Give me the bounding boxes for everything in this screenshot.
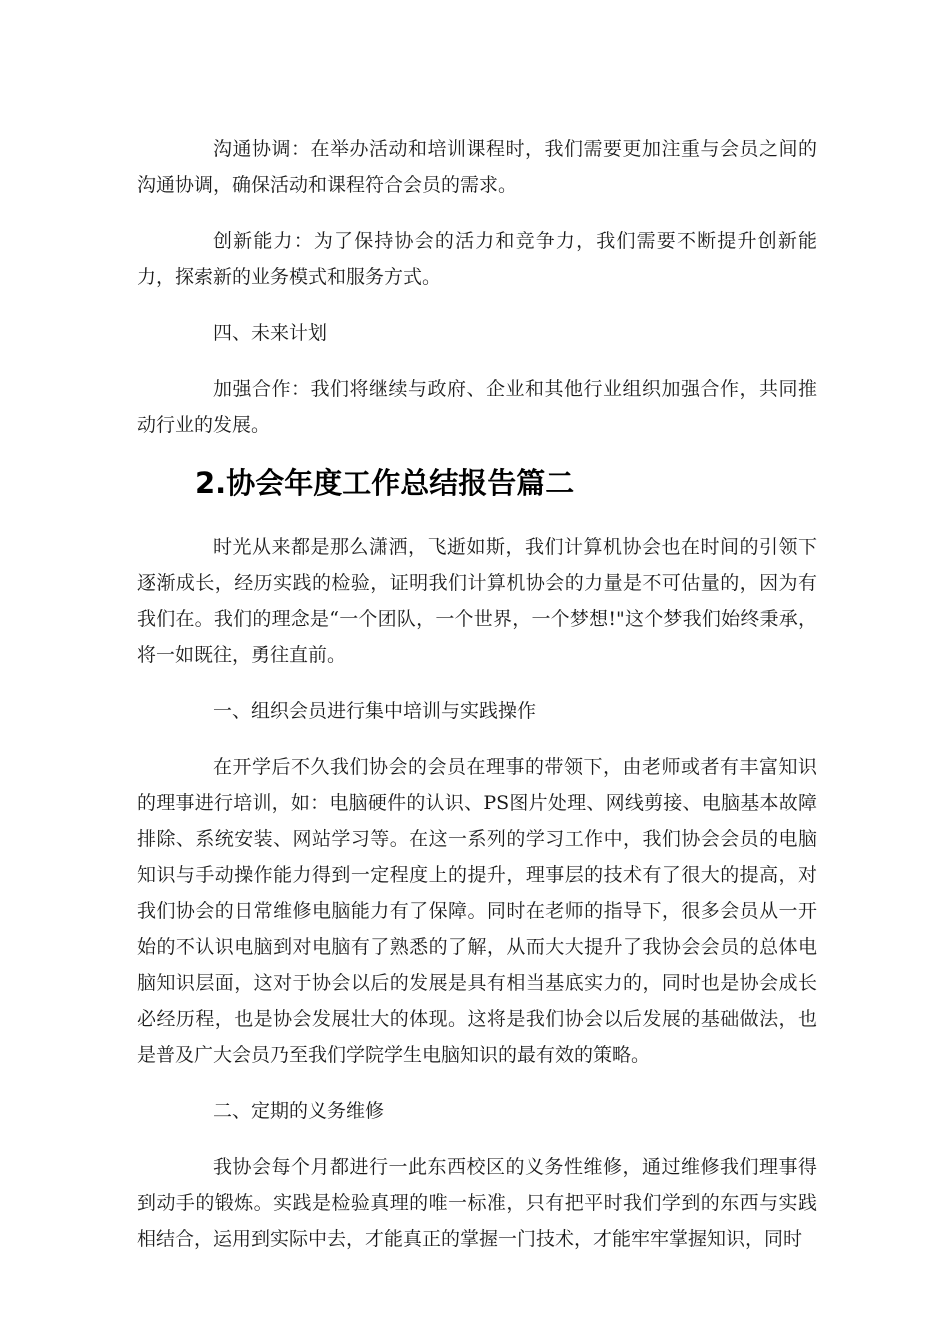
paragraph-innovation: 创新能力：为了保持协会的活力和竞争力，我们需要不断提升创新能力，探索新的业务模式和服务方式。	[137, 230, 817, 288]
report-heading-part-two: 2.协会年度工作总结报告篇二	[195, 466, 575, 500]
paragraph-repair: 我协会每个月都进行一此东西校区的义务性维修，通过维修我们理事得到动手的锻炼。实践是检验真理的唯一标准，只有把平时我们学到的东西与实践相结合，运用到实际中去，才能真正的掌握一门技术，才能牢牢掌握知识，同时	[137, 1156, 817, 1250]
section-title-training: 一、组织会员进行集中培训与实践操作	[213, 700, 537, 722]
document-body	[137, 131, 817, 1277]
paragraph-intro: 时光从来都是那么潇洒，飞逝如斯，我们计算机协会也在时间的引领下逐渐成长，经历实践的检验，证明我们计算机协会的力量是不可估量的，因为有我们在。我们的理念是“一个团队，一个世界，一个梦想!"这个梦我们始终秉承，将一如既往，勇往直前。	[137, 536, 817, 666]
paragraph-communication: 沟通协调：在举办活动和培训课程时，我们需要更加注重与会员之间的沟通协调，确保活动和课程符合会员的需求。	[137, 138, 817, 196]
paragraph-training: 在开学后不久我们协会的会员在理事的带领下，由老师或者有丰富知识的理事进行培训，如：电脑硬件的认识、PS图片处理、网线剪接、电脑基本故障排除、系统安装、网站学习等。在这一系列的学习工作中，我们协会会员的电脑知识与手动操作能力得到一定程度上的提升，理事层的技术有了很大的提高，对我们协会的日常维修电脑能力有了保障。同时在老师的指导下，很多会员从一开始的不认识电脑到对电脑有了熟悉的了解，从而大大提升了我协会会员的总体电脑知识层面，这对于协会以后的发展是具有相当基底实力的，同时也是协会成长必经历程，也是协会发展壮大的体现。这将是我们协会以后发展的基础做法，也是普及广大会员乃至我们学院学生电脑知识的最有效的策略。	[137, 756, 817, 1066]
section-title-repair: 二、定期的义务维修	[213, 1100, 385, 1122]
section-title-future-plan: 四、未来计划	[213, 322, 328, 344]
paragraph-cooperation: 加强合作：我们将继续与政府、企业和其他行业组织加强合作，共同推动行业的发展。	[137, 378, 817, 436]
